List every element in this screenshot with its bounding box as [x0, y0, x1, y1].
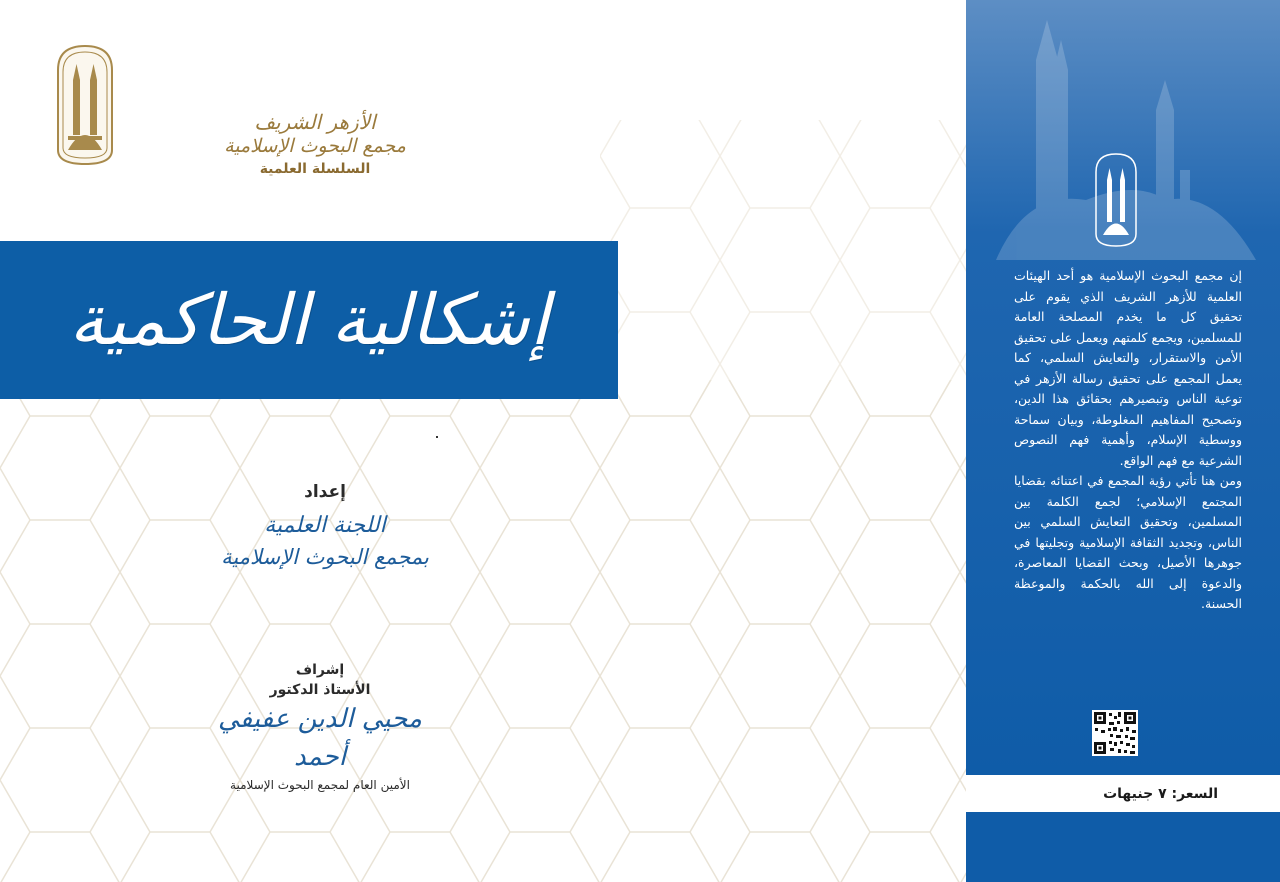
supervision-label: إشراف: [295, 662, 345, 678]
supervisor-role: الأمين العام لمجمع البحوث الإسلامية: [230, 778, 410, 792]
stray-dot: [436, 436, 438, 438]
back-paragraph-1: إن مجمع البحوث الإسلامية هو أحد الهيئات العلمية للأزهر الشريف الذي يقوم على تحقيق كل ما يخدم المصلحة العامة للمسلمين، ويجمع كلمتهم ويعمل على تحقيق الأمن والاستقرار، والتعايش السلمي، كما يعمل المجمع على تحقيق رسالة الأزهر في توعية الناس وتبصيرهم بحقائق هذا الدين، وتصحيح المفاهيم المغلوطة، وبيان سماحة ووسطية الإسلام، وأهمية فهم النصوص الشرعية مع فهم الواقع.: [1014, 268, 1242, 468]
back-paragraph-2: ومن هنا تأتي رؤية المجمع في اعتنائه بقضايا المجتمع الإسلامي؛ لجمع الكلمة بين المسلمين، وتحقيق التعايش السلمي بين الناس، وتجديد الثقافة الإسلامية وتجليتها في جوهرها الأصيل، وبحث القضايا المعاصرة، والدعوة إلى الله بالحكمة والموعظة الحسنة.: [1014, 473, 1242, 611]
publisher-block: [210, 110, 420, 180]
supervision-block: [200, 660, 440, 794]
supervisor-name: محيي الدين عفيفي أحمد: [218, 704, 422, 772]
prepared-by-block: [210, 480, 440, 572]
supervisor-rank: الأستاذ الدكتور: [269, 682, 371, 698]
price-label: السعر: ٧ جنيهات: [1103, 785, 1218, 802]
azhar-emblem-small-icon: [1090, 150, 1142, 250]
qr-code-icon[interactable]: [1092, 710, 1138, 756]
series-name: السلسلة العلمية: [259, 161, 371, 177]
title-band: [0, 241, 618, 399]
prepared-by-label: إعداد: [304, 482, 346, 502]
publisher-line-azhar: الأزهر الشريف: [254, 110, 376, 134]
committee-name-line2: بمجمع البحوث الإسلامية: [221, 545, 429, 569]
azhar-emblem-icon: [50, 40, 120, 170]
price-band: [966, 775, 1280, 812]
back-cover-bottom-strip: [966, 812, 1280, 882]
book-title: إشكالية الحاكمية: [68, 279, 550, 361]
back-cover-text: [1014, 266, 1242, 615]
committee-name-line1: اللجنة العلمية: [264, 513, 386, 538]
publisher-line-academy: مجمع البحوث الإسلامية: [224, 135, 406, 157]
